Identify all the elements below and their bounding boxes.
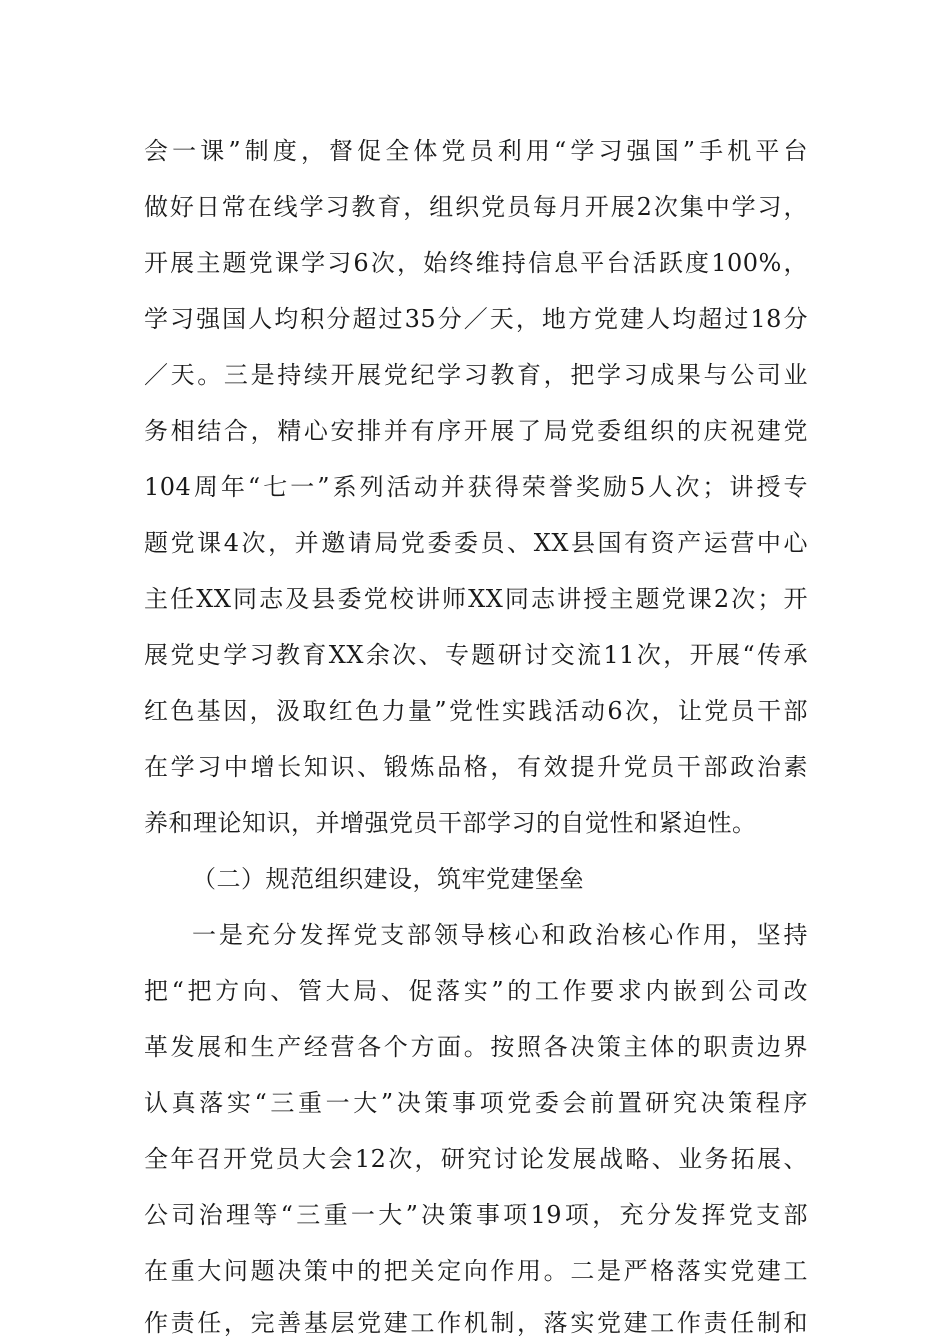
- body-text-line: 作责任，完善基层党建工作机制，落实党建工作责任制和: [144, 1309, 808, 1337]
- body-text-line: 展党史学习教育XX余次、专题研讨交流11次，开展“传承: [144, 641, 808, 669]
- body-text-line: 会一课”制度，督促全体党员利用“学习强国”手机平台: [144, 137, 808, 165]
- body-text-line: 务相结合，精心安排并有序开展了局党委组织的庆祝建党: [144, 417, 808, 445]
- body-text-line: 公司治理等“三重一大”决策事项19项，充分发挥党支部: [144, 1201, 808, 1229]
- section-heading: （二）规范组织建设，筑牢党建堡垒: [192, 865, 584, 893]
- body-text-line: 全年召开党员大会12次，研究讨论发展战略、业务拓展、: [144, 1145, 808, 1173]
- body-text-line: 学习强国人均积分超过35分／天，地方党建人均超过18分: [144, 305, 808, 333]
- body-text-line: 开展主题党课学习6次，始终维持信息平台活跃度100%，: [144, 249, 808, 277]
- body-text-line: 认真落实“三重一大”决策事项党委会前置研究决策程序: [144, 1089, 808, 1117]
- body-text-line: 一是充分发挥党支部领导核心和政治核心作用，坚持: [192, 921, 808, 949]
- body-text-line: 在学习中增长知识、锻炼品格，有效提升党员干部政治素: [144, 753, 808, 781]
- body-text-line: 红色基因，汲取红色力量”党性实践活动6次，让党员干部: [144, 697, 808, 725]
- body-text-line: 做好日常在线学习教育，组织党员每月开展2次集中学习，: [144, 193, 808, 221]
- body-text-line: 在重大问题决策中的把关定向作用。二是严格落实党建工: [144, 1257, 808, 1285]
- body-text-line: 题党课4次，并邀请局党委委员、XX县国有资产运营中心: [144, 529, 808, 557]
- body-text-line: 革发展和生产经营各个方面。按照各决策主体的职责边界: [144, 1033, 808, 1061]
- body-text-line: ／天。三是持续开展党纪学习教育，把学习成果与公司业: [144, 361, 808, 389]
- body-text-line: 把“把方向、管大局、促落实”的工作要求内嵌到公司改: [144, 977, 808, 1005]
- body-text-line: 主任XX同志及县委党校讲师XX同志讲授主题党课2次；开: [144, 585, 808, 613]
- body-text-line: 养和理论知识，并增强党员干部学习的自觉性和紧迫性。: [144, 809, 757, 837]
- body-text-line: 104周年“七一”系列活动并获得荣誉奖励5人次；讲授专: [144, 473, 808, 501]
